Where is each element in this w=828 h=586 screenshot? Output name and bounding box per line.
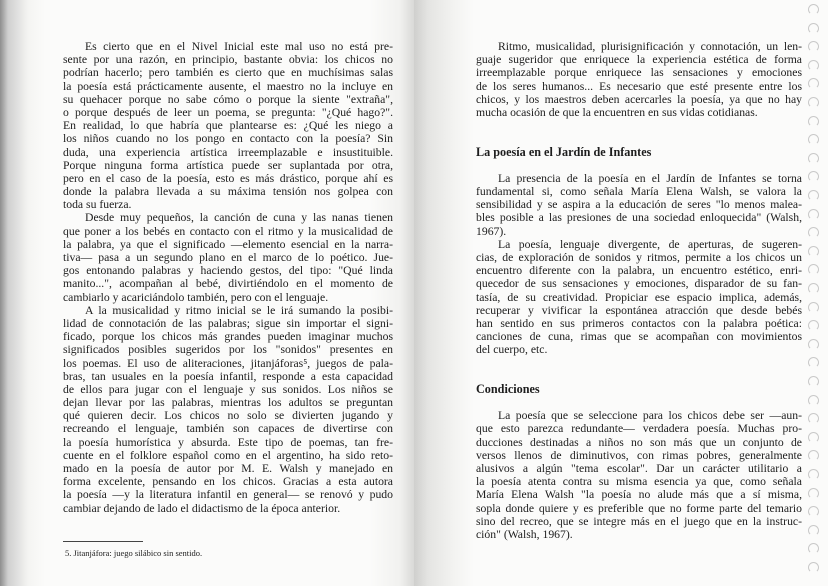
ring-hole-icon [808,171,819,182]
ring-hole-icon [808,320,819,331]
text-line: bras, tan usuales en la poesía infantil, responde a esta capacidad [63,369,393,383]
ring-hole-icon [808,506,819,517]
text-line: chicos, y los maestros deben acercarles la poesía, ya que no hay [476,92,802,106]
text-line: la poesía —y la literatura infantil en general— se renovó y pudo [63,488,393,502]
text-line: la poesía está prácticamente ausente, el maestro no la incluye en [63,79,393,93]
binder-rings-icon [808,0,822,586]
text-line: duda, una experiencia artística irreemplazable e insustituible. [63,145,393,159]
text-line: quecedor de sus sensaciones y emociones, disparador de su fan- [476,277,802,291]
text-line: cias, de exploración de sonidos y ritmos, permite a los chicos un [476,251,802,264]
text-line: alusivos a algún "tema escolar". Dar un carácter utilitario a [476,462,802,475]
text-line: la poesía atenta contra su misma esencia ya que, como señala [476,475,802,489]
text-line: forma excelente, pensando en los chicos. Gracias a esta autora [63,475,393,489]
text-line: mado en la poesía de autor por M. E. Walsh y manejado en [63,462,393,475]
ring-hole-icon [808,116,819,127]
ring-hole-icon [808,543,819,554]
paragraph [476,238,802,357]
text-line: lidad de connotación de las palabras; sigue sin importar el signi- [63,316,393,330]
ring-hole-icon [808,227,819,238]
text-line: del cuerpo, etc. [476,343,548,357]
text-line: La poesía que se seleccione para los chicos debe ser —aun- [498,409,802,423]
ring-hole-icon [808,153,819,164]
text-line: la poesía humorística y absurda. Este tipo de poemas, tan fre- [63,435,393,449]
text-line: 1967). [476,224,507,238]
text-line: Es cierto que en el Nivel Inicial este mal uso no está pre- [85,40,393,53]
footnote-divider [63,541,143,542]
ring-hole-icon [808,488,819,499]
text-line: tiva— pasa a un segundo plano en el marco de lo poético. Jue- [63,251,393,264]
text-line: pero en el caso de la poesía, esto es más drástico, porque ahí es [63,171,393,185]
text-line: sino del recreo, que se integre más en el juego que en la instruc- [476,514,802,528]
paragraph [63,304,393,515]
ring-hole-icon [808,41,819,52]
spacer [476,396,802,409]
paragraph [63,211,393,303]
spacer [476,119,802,132]
text-line: encuentro diferente con la palabra, un encuentro estético, enri- [476,264,802,278]
text-line: cambiarlo y acariciándolo también, pero con el lenguaje. [63,290,329,304]
ring-hole-icon [808,339,819,350]
ring-hole-icon [808,190,819,201]
ring-hole-icon [808,78,819,89]
ring-hole-icon [808,413,819,424]
text-line: ducciones destinadas a niños no son más que un conjunto de [476,435,802,449]
paragraph [476,172,802,238]
ring-hole-icon [808,23,819,34]
text-line: fundamental si, como señala María Elena Walsh, se valora la [476,185,802,199]
text-line: irreemplazable porque enriquece las sensaciones y emociones [476,66,802,80]
text-line: dejan llevar por las palabras, mientras los adultos se preguntan [63,396,393,410]
text-line: ción" (Walsh, 1967). [476,527,573,541]
text-line: manito...", acompañan al bebé, divirtiéndolo en el momento de [63,277,393,291]
text-line: Ritmo, musicalidad, plurisignificación y connotación, un len- [498,40,802,53]
spacer [476,357,802,370]
text-line: los poemas. El uso de aliteraciones, jitanjáforas⁵, juegos de pala- [63,356,393,370]
text-line: ficado, porque los chicos más grandes pueden imaginar muchos [63,330,393,344]
right-page [414,0,828,586]
paragraph [63,40,393,211]
ring-hole-icon [808,4,819,15]
text-line: o porque después de leer un poema, se pregunta: "¿Qué hago?". [63,105,393,119]
ring-hole-icon [808,97,819,108]
ring-hole-icon [808,376,819,387]
text-line: recreando el lenguaje, también son capaces de divertirse con [63,422,393,436]
text-line: A la musicalidad y ritmo inicial se le irá sumando la posibi- [85,303,393,317]
text-line: qué quieren decir. Los chicos no solo se divierten jugando y [63,409,393,423]
text-line: de los seres humanos... Es necesario que esté presente entre los [476,79,802,93]
text-line: mucha ocasión de que la encuentren en sus vidas cotidianas. [476,105,758,119]
text-line: tasía, de su creatividad. Propiciar ese espacio implica, además, [476,290,802,304]
text-line: cuente en el folklore español como en el argentino, ha sido reto- [63,448,393,462]
section-heading: Condiciones [476,381,540,396]
text-line: que esto parezca redundante— verdadera poesía. Muchas pro- [476,422,802,436]
ring-hole-icon [808,562,819,573]
text-line: donde la palabra llevada a su máxima tensión nos golpea con [63,185,393,199]
ring-hole-icon [808,246,819,257]
ring-hole-icon [808,209,819,220]
ring-hole-icon [808,302,819,313]
text-line: La poesía, lenguaje divergente, de aperturas, de sugeren- [498,237,802,251]
text-line: sopla donde quiere y es preferible que no forme parte del temario [476,501,802,515]
paragraph [476,40,802,119]
text-line: recuperar y vivificar la espontánea atracción que desde bebés [476,303,802,317]
text-line: Desde muy pequeños, la canción de cuna y las nanas tienen [85,211,393,225]
ring-hole-icon [808,395,819,406]
ring-hole-icon [808,283,819,294]
spacer [476,132,802,145]
left-page-text [63,40,393,558]
text-line: gos entonando palabras y haciendo gestos, del tipo: "Qué linda [63,264,393,278]
ring-hole-icon [808,432,819,443]
text-line: En realidad, lo que habría que plantearse es: ¿Qué les niego a [63,119,393,133]
paragraph [476,409,802,541]
section-heading: La poesía en el Jardín de Infantes [476,144,652,159]
ring-hole-icon [808,60,819,71]
ring-hole-icon [808,469,819,480]
ring-hole-icon [808,264,819,275]
text-line: cambiar dejando de lado el didactismo de la época anterior. [63,501,341,515]
text-line: La presencia de la poesía en el Jardín de Infantes se torna [498,171,802,185]
spacer [476,370,802,383]
text-line: canciones de cuna, rimas que se acompañan con movimientos [476,330,802,344]
text-line: la palabra, ya que el significado —elemento esencial en la narra- [63,237,393,251]
footnote: 5. Jitanjáfora: juego silábico sin sentido. [65,547,203,558]
text-line: bles posible a las presiones de una sociedad enloquecida" (Walsh, [476,211,802,225]
spacer [476,159,802,172]
ring-hole-icon [808,525,819,536]
ring-hole-icon [808,134,819,145]
ring-hole-icon [808,357,819,368]
ring-hole-icon [808,450,819,461]
text-line: María Elena Walsh "la poesía no alude más que a sí misma, [476,488,802,502]
text-line: sente por una razón, en principio, bastante obvia: los chicos no [63,53,393,67]
text-line: su quehacer porque no sabe cómo o porque la siente "extraña", [63,92,393,106]
text-line: de ellos para jugar con el lenguaje y sus sonidos. Los niños se [63,382,393,396]
text-line: toda su fuerza. [63,198,132,212]
text-line: los niños cuando no los pongo en contacto con la poesía? Sin [63,132,393,146]
text-line: guaje sugeridor que enriquece la experiencia estética de forma [476,53,802,67]
right-page-text [476,40,802,541]
text-line: significados posibles sugeridos por los "sonidos" presentes en [63,343,393,357]
text-line: versos llenos de diminutivos, con rimas pobres, generalmente [476,448,802,462]
text-line: que poner a los bebés en contacto con el ritmo y la musicalidad de [63,224,393,238]
text-line: podrían hacerlo; pero también es cierto que en muchísimas salas [63,66,393,80]
text-line: Porque ninguna forma artística puede ser suplantada por otra, [63,158,393,172]
text-line: sensibilidad y se aspira a la educación de seres "lo menos malea- [476,198,802,212]
text-line: han sentido en sus primeros contactos con la palabra poética: [476,316,802,330]
